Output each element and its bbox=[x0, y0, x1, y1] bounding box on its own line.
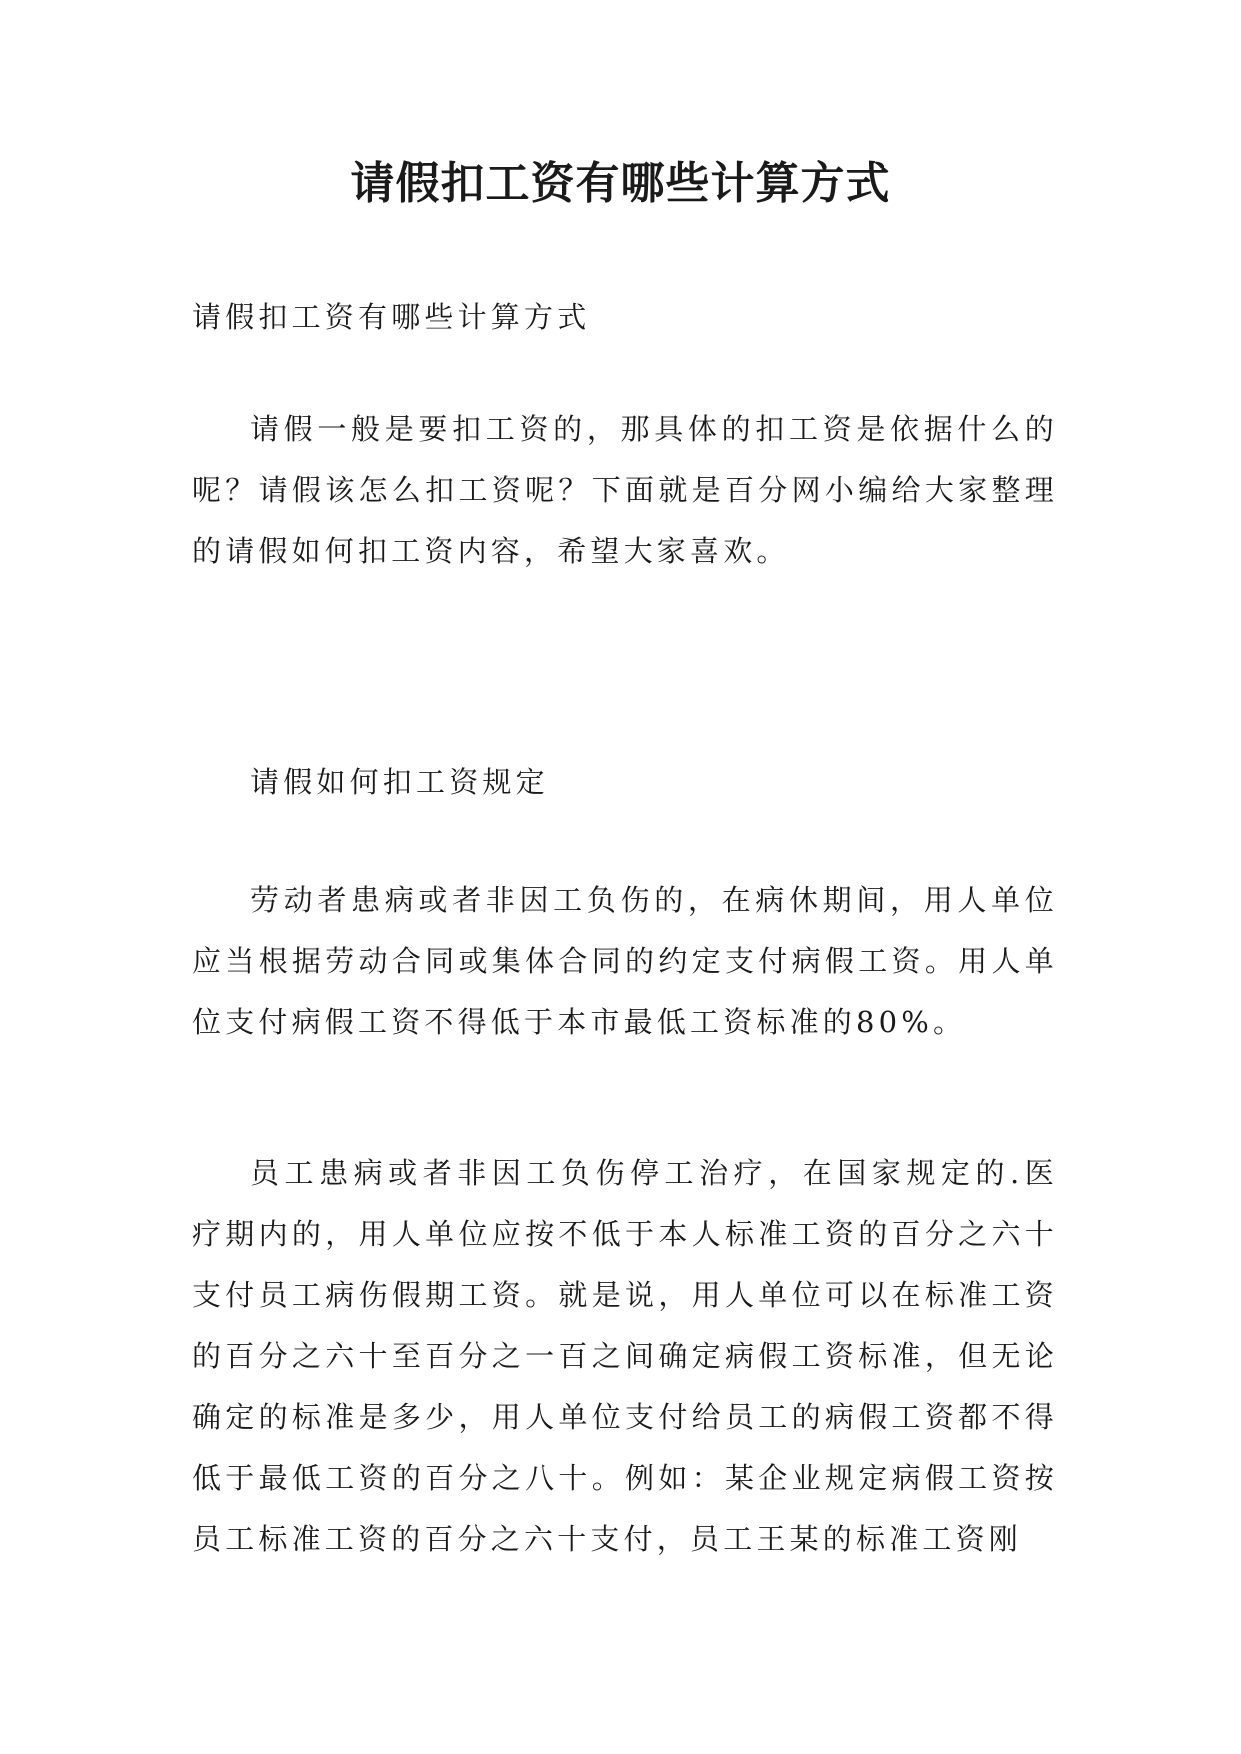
medical-period-paragraph: 员工患病或者非因工负伤停工治疗，在国家规定的.医疗期内的，用人单位应按不低于本人标准工资的百分之六十支付员工病伤假期工资。就是说，用人单位可以在标准工资的百分之六十至百分之一百之间确定病假工资标准，但无论确定的标准是多少，用人单位支付给员工的病假工资都不得低于最低工资的百分之八十。例如：某企业规定病假工资按员工标准工资的百分之六十支付，员工王某的标准工资刚 bbox=[192, 1156, 1058, 1556]
document-subtitle: 请假扣工资有哪些计算方式 bbox=[192, 300, 591, 334]
intro-paragraph: 请假一般是要扣工资的，那具体的扣工资是依据什么的呢？请假该怎么扣工资呢？下面就是百分网小编给大家整理的请假如何扣工资内容，希望大家喜欢。 bbox=[192, 412, 1058, 568]
sick-pay-paragraph: 劳动者患病或者非因工负伤的，在病休期间，用人单位应当根据劳动合同或集体合同的约定支付病假工资。用人单位支付病假工资不得低于本市最低工资标准的80%。 bbox=[192, 883, 1058, 1039]
page-title: 请假扣工资有哪些计算方式 bbox=[350, 158, 891, 209]
section-heading: 请假如何扣工资规定 bbox=[250, 765, 549, 799]
